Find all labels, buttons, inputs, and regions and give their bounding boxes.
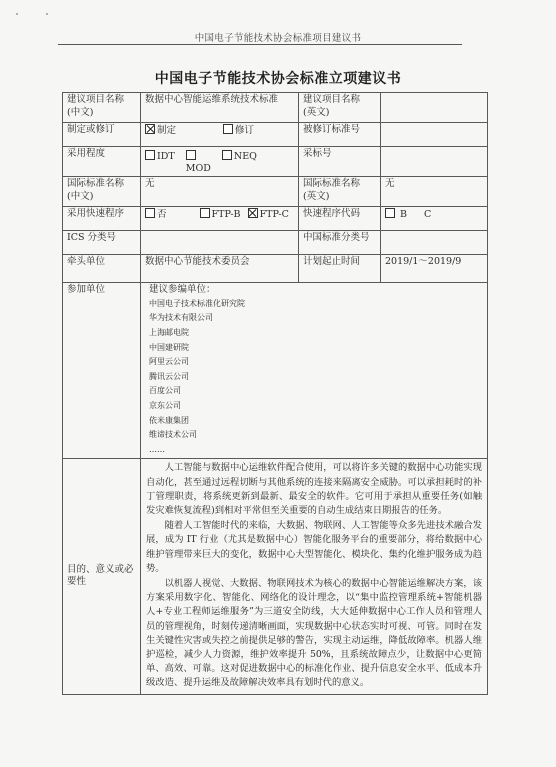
proposal-form-table (62, 92, 488, 695)
option-ftp-c[interactable]: FTP-C (248, 208, 289, 222)
label-adopt-standard: 采标号 (299, 147, 381, 177)
form-row-project-name (63, 93, 488, 123)
option-fast-no[interactable]: 否 (145, 208, 167, 222)
option-formulate[interactable]: 制定 (145, 124, 176, 138)
value-fast-code (381, 207, 488, 231)
value-intl-std-name-cn: 无 (141, 177, 299, 207)
value-fast-procedure (141, 207, 299, 231)
option-mod[interactable]: MOD (186, 150, 211, 175)
running-header: 中国电子节能技术协会标准项目建议书 (194, 33, 362, 44)
label-ics: ICS 分类号 (63, 231, 141, 255)
value-adopt-level (141, 147, 299, 177)
label-lead-unit: 牵头单位 (63, 255, 141, 283)
participant-item: 阿里云公司 (149, 357, 189, 367)
value-formulate-revise (141, 123, 299, 147)
value-ccs (381, 231, 488, 255)
value-revised-standard (381, 123, 488, 147)
participant-item: 华为技术有限公司 (149, 313, 213, 323)
participant-item: 依米康集团 (149, 415, 189, 425)
participant-item: 京东公司 (149, 400, 181, 410)
neq-checkbox[interactable] (222, 150, 232, 160)
purpose-paragraph: 以机器人视觉、大数据、物联网技术为核心的数据中心智能运维解决方案，该方案采用数字化、智能化、网络化的设计理念，以“集中监控管理系统+智能机器人+专业工程师运维服务”为三道安全防线，大大延伸数据中心工作人员和管理人员的管理视角，时刻传递清晰画面，实现数据中心状态实时可视、可管。同时在发生关键性灾害或失控之前提供足够的警告，实现主动运维，降低故障率。机器人维护巡检，减少人力资源，维护效率提升 50%，且系统故障点少，让数据中心更简单、高效、可靠。这对促进数据中心的标准化作业、提升信息安全水平、低成本升级改造、提升运维及故障解决效率具有划时代的意义。 (146, 577, 482, 689)
label-project-name-en: 建议项目名称 (英文) (299, 93, 381, 123)
form-row-lead-unit (63, 255, 488, 283)
value-project-name-en (381, 93, 488, 123)
label-purpose: 目的、意义或必要性 (63, 459, 141, 694)
form-row-adopt-level (63, 147, 488, 177)
option-code-c: C (424, 209, 432, 220)
mod-checkbox[interactable] (186, 150, 196, 160)
option-code-b[interactable]: B (385, 208, 407, 222)
option-ftp-b[interactable]: FTP-B (200, 208, 241, 222)
value-purpose (141, 459, 488, 694)
value-intl-std-name-en: 无 (381, 177, 488, 207)
participant-item: 上海邮电院 (149, 328, 189, 337)
form-row-participants (63, 283, 488, 459)
form-row-formulate (63, 123, 488, 147)
label-participants: 参加单位 (63, 283, 141, 459)
scan-speck (46, 13, 48, 15)
label-adopt-level: 采用程度 (63, 147, 141, 177)
document-title: 中国电子节能技术协会标准立项建议书 (154, 71, 402, 87)
revise-checkbox[interactable] (223, 124, 233, 134)
value-participants (141, 283, 488, 459)
option-neq[interactable]: NEQ (222, 150, 257, 164)
label-revised-standard: 被修订标准号 (299, 123, 381, 147)
participant-item: …… (149, 444, 165, 454)
value-adopt-standard (381, 147, 488, 177)
value-lead-unit: 数据中心节能技术委员会 (141, 255, 299, 283)
option-idt[interactable]: IDT (145, 150, 175, 164)
participants-list (145, 297, 483, 458)
purpose-paragraph: 随着人工智能时代的来临，大数据、物联网、人工智能等众多先进技术融合发展，成为 IT 行业（尤其是数据中心）智能化服务平台的重要部分，将给数据中心维护管理带来巨大的变化，数据中心大型智能化、模块化、集约化维护服务成为趋势。 (146, 520, 482, 574)
label-ccs: 中国标准分类号 (299, 231, 381, 255)
participant-item: 腾讯云公司 (149, 371, 189, 381)
option-revise[interactable]: 修订 (223, 124, 254, 138)
participant-item: 维谛技术公司 (149, 430, 197, 440)
label-formulate-revise: 制定或修订 (63, 123, 141, 147)
header-rule (58, 44, 462, 45)
label-intl-std-name-en: 国际标准名称 (英文) (299, 177, 381, 207)
value-plan-period: 2019/1～2019/9 (381, 255, 488, 283)
participants-title: 建议参编单位： (149, 284, 216, 295)
value-project-name-cn: 数据中心智能运维系统技术标准 (141, 93, 299, 123)
label-project-name-cn: 建议项目名称 (中文) (63, 93, 141, 123)
value-ics (141, 231, 299, 255)
form-row-classification (63, 231, 488, 255)
label-fast-procedure: 采用快速程序 (63, 207, 141, 231)
form-row-fast-procedure (63, 207, 488, 231)
label-plan-period: 计划起止时间 (299, 255, 381, 283)
participant-item: 中国建研院 (149, 342, 189, 352)
label-fast-code: 快速程序代码 (299, 207, 381, 231)
ftp-b-checkbox[interactable] (200, 208, 210, 218)
form-row-intl-standard (63, 177, 488, 207)
label-intl-std-name-cn: 国际标准名称 (中文) (63, 177, 141, 207)
ftp-c-checkbox-checked[interactable] (248, 208, 258, 218)
form-row-purpose (63, 459, 488, 694)
formulate-checkbox-checked[interactable] (145, 124, 155, 134)
participant-item: 百度公司 (149, 386, 181, 396)
purpose-paragraph: 人工智能与数据中心运维软件配合使用，可以将许多关键的数据中心功能实现自动化，甚至通过远程切断与其他系统的连接来隔离安全威胁。可以承担耗时的补丁管理职责，将系统更新到最新、最安全的软件。它可用于承担从重要任务(如触发灾难恢复流程)到相对平常但至关重要的自动生成结束日期报告的任务。 (146, 462, 482, 516)
fast-no-checkbox[interactable] (145, 208, 155, 218)
code-b-checkbox[interactable] (385, 208, 395, 218)
idt-checkbox[interactable] (145, 150, 155, 160)
scan-speck (16, 13, 18, 15)
participant-item: 中国电子技术标准化研究院 (149, 298, 245, 308)
